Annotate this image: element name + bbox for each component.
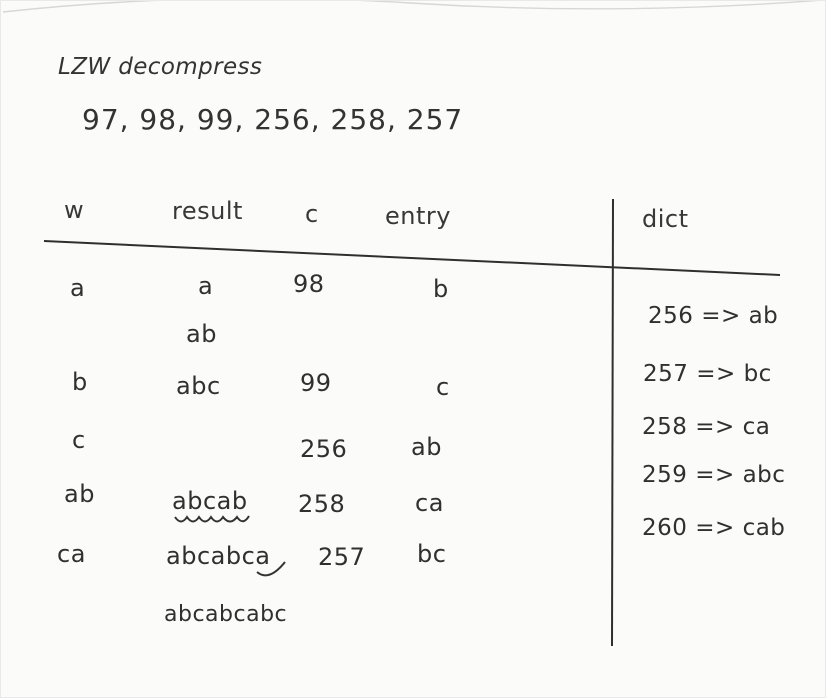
result-underline <box>255 560 289 580</box>
dict-entry: 260 => cab <box>642 515 786 541</box>
row-5-c: 258 <box>298 490 346 518</box>
row-1-c: 98 <box>293 270 325 298</box>
final-result: abcabcabc <box>164 602 288 627</box>
row-2-result: ab <box>186 320 217 348</box>
result-underline <box>173 512 251 528</box>
row-1-w: a <box>70 274 86 302</box>
header-divider-line <box>44 241 780 275</box>
row-5-result: abcab <box>172 487 248 515</box>
row-5-entry: ca <box>415 489 444 517</box>
dict-entry: 259 => abc <box>642 462 786 488</box>
row-1-entry: b <box>433 275 449 303</box>
header-dict: dict <box>642 205 689 233</box>
top-paper-edge <box>3 0 823 12</box>
row-5-w: ab <box>64 480 95 508</box>
row-6-result: abcabca <box>166 542 271 570</box>
row-3-w: b <box>72 368 88 396</box>
row-6-c: 257 <box>318 543 366 571</box>
page-title: LZW decompress <box>58 54 263 80</box>
input-codes: 97, 98, 99, 256, 258, 257 <box>82 103 464 136</box>
row-6-entry: bc <box>417 540 447 568</box>
dict-entry: 258 => ca <box>642 414 771 440</box>
row-3-result: abc <box>176 372 221 400</box>
dict-column-divider-line <box>612 199 613 646</box>
row-6-w: ca <box>57 540 86 568</box>
dict-entry: 257 => bc <box>643 361 772 387</box>
header-result: result <box>172 197 243 225</box>
header-c: c <box>305 200 319 228</box>
header-w: w <box>64 196 85 224</box>
dict-entry: 256 => ab <box>648 303 779 329</box>
row-3-c: 99 <box>300 369 332 397</box>
header-entry: entry <box>385 202 451 230</box>
row-4-w: c <box>72 426 86 454</box>
row-4-entry: ab <box>411 433 442 461</box>
row-4-c: 256 <box>300 435 348 463</box>
row-1-result: a <box>198 272 214 300</box>
row-3-entry: c <box>436 373 450 401</box>
